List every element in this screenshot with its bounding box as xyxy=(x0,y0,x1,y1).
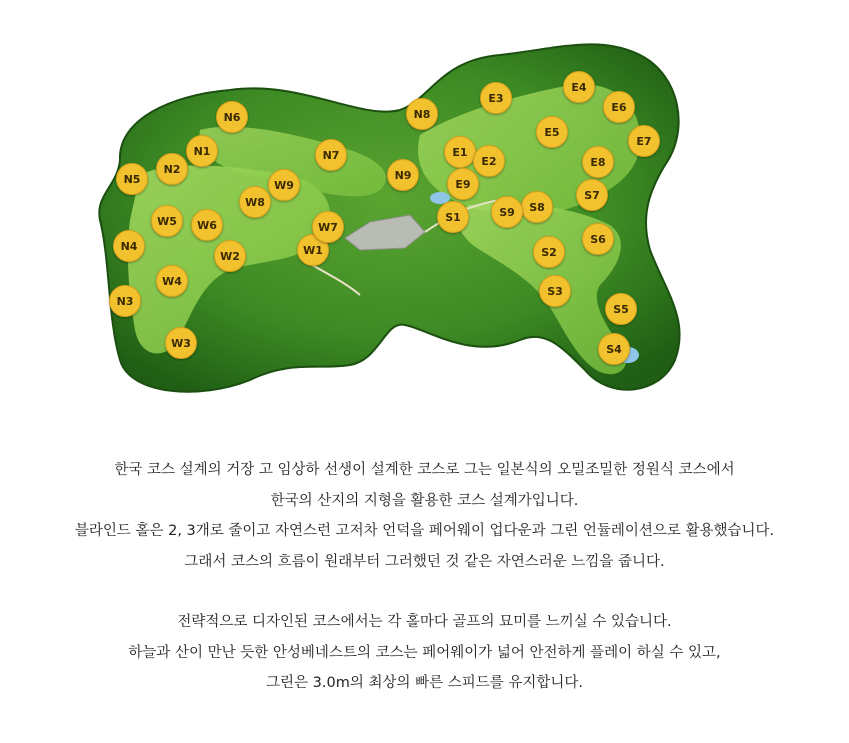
hole-marker-w9: W9 xyxy=(268,169,300,201)
description-line: 그린은 3.0m의 최상의 빠른 스피드를 유지합니다. xyxy=(266,675,583,691)
hole-marker-e6: E6 xyxy=(603,91,635,123)
hole-marker-w5: W5 xyxy=(151,205,183,237)
hole-marker-n2: N2 xyxy=(156,153,188,185)
description-paragraph xyxy=(0,455,849,577)
hole-marker-e9: E9 xyxy=(447,168,479,200)
hole-marker-w6: W6 xyxy=(191,209,223,241)
hole-marker-n3: N3 xyxy=(109,285,141,317)
hole-marker-s3: S3 xyxy=(539,275,571,307)
hole-marker-e2: E2 xyxy=(473,145,505,177)
hole-marker-n6: N6 xyxy=(216,101,248,133)
paragraph-spacer xyxy=(0,577,849,607)
hole-marker-e5: E5 xyxy=(536,116,568,148)
hole-marker-n5: N5 xyxy=(116,163,148,195)
hole-marker-s4: S4 xyxy=(598,333,630,365)
hole-marker-s7: S7 xyxy=(576,179,608,211)
hole-marker-w2: W2 xyxy=(214,240,246,272)
hole-marker-n4: N4 xyxy=(113,230,145,262)
hole-marker-e7: E7 xyxy=(628,125,660,157)
hole-marker-w1: W1 xyxy=(297,234,329,266)
hole-marker-e8: E8 xyxy=(582,146,614,178)
hole-marker-e3: E3 xyxy=(480,82,512,114)
hole-marker-w8: W8 xyxy=(239,186,271,218)
hole-marker-e4: E4 xyxy=(563,71,595,103)
description-line: 블라인드 홀은 2, 3개로 줄이고 자연스런 고저차 언덕을 페어웨이 업다운과 그린 언듈레이션으로 활용했습니다. xyxy=(74,523,775,539)
description-line: 하늘과 산이 만난 듯한 안성베네스트의 코스는 페어웨이가 넓어 안전하게 플레이 하실 수 있고, xyxy=(128,644,721,661)
hole-marker-s6: S6 xyxy=(582,223,614,255)
hole-marker-n7: N7 xyxy=(315,139,347,171)
description-paragraph xyxy=(0,607,849,699)
description-line: 한국 코스 설계의 거장 고 임상하 선생이 설계한 코스로 그는 일본식의 오밀조밀한 정원식 코스에서 xyxy=(114,462,735,478)
hole-marker-s1: S1 xyxy=(437,201,469,233)
hole-marker-w7: W7 xyxy=(312,211,344,243)
hole-marker-s8: S8 xyxy=(521,191,553,223)
hole-marker-n8: N8 xyxy=(406,98,438,130)
course-description xyxy=(0,455,849,699)
hole-marker-s5: S5 xyxy=(605,293,637,325)
description-line: 그래서 코스의 흐름이 원래부터 그러했던 것 같은 자연스러운 느낌을 줍니다. xyxy=(184,553,665,570)
hole-marker-w4: W4 xyxy=(156,265,188,297)
hole-marker-s9: S9 xyxy=(491,196,523,228)
hole-marker-w3: W3 xyxy=(165,327,197,359)
description-line: 전략적으로 디자인된 코스에서는 각 홀마다 골프의 묘미를 느끼실 수 있습니다. xyxy=(177,614,672,630)
hole-marker-s2: S2 xyxy=(533,236,565,268)
hole-marker-n9: N9 xyxy=(387,159,419,191)
description-line: 한국의 산지의 지형을 활용한 코스 설계가입니다. xyxy=(270,492,579,509)
hole-marker-n1: N1 xyxy=(186,135,218,167)
hole-marker-e1: E1 xyxy=(444,136,476,168)
